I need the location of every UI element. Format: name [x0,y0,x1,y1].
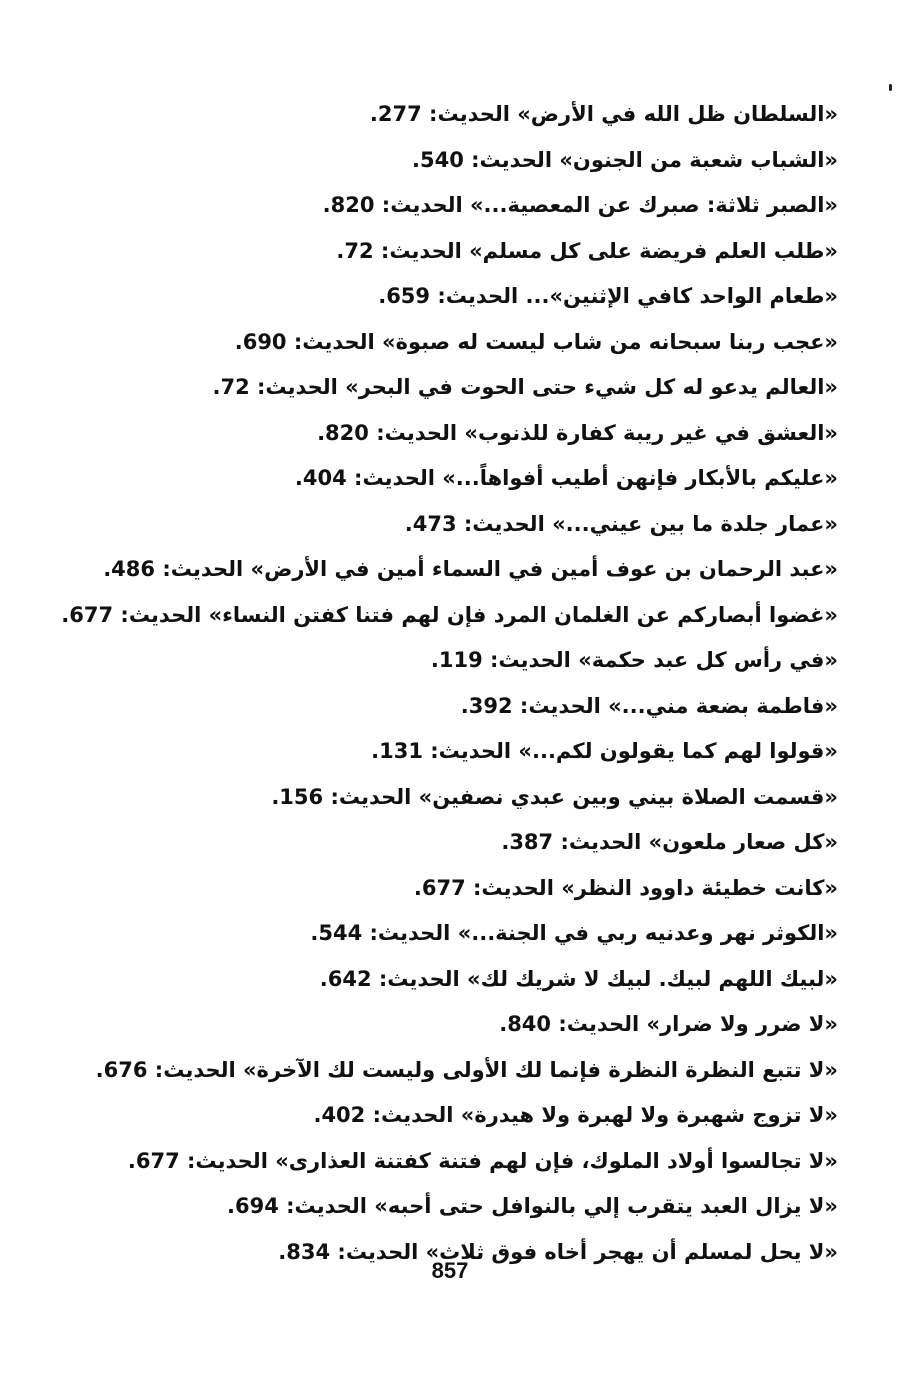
hadith-entry [138,229,838,275]
hadith-entry-text: «كانت خطيئة داوود النظر» الحديث: 677. [413,875,838,900]
hadith-entry-text: «عليكم بالأبكار فإنهن أطيب أفواهاً...» الحديث: 404. [294,466,838,490]
hadith-entry [138,502,838,548]
hadith-entry-text: «غضوا أبصاركم عن الغلمان المرد فإن لهم فتنا كفتن النساء» الحديث: 677. [61,602,838,627]
hadith-entry [138,729,838,775]
hadith-entry-text: «في رأس كل عبد حكمة» الحديث: 119. [430,648,838,672]
hadith-entry-text: «الصبر ثلاثة: صبرك عن المعصية...» الحديث: 820. [322,193,838,217]
hadith-entry-text: «لا ضرر ولا ضرار» الحديث: 840. [499,1012,838,1036]
hadith-entry-text: «عمار جلدة ما بين عيني...» الحديث: 473. [404,511,838,536]
hadith-entry [138,820,838,866]
hadith-entry-text: «عبد الرحمان بن عوف أمين في السماء أمين في الأرض» الحديث: 486. [103,557,838,581]
hadith-entry-text: «العالم يدعو له كل شيء حتى الحوت في البحر» الحديث: 72. [212,375,838,399]
hadith-entry-text: «الشباب شعبة من الجنون» الحديث: 540. [412,147,838,172]
hadith-entry-text: «طلب العلم فريضة على كل مسلم» الحديث: 72. [336,238,838,263]
hadith-entry-text: «لا يحل لمسلم أن يهجر أخاه فوق ثلاث» الحديث: 834. [278,1239,838,1264]
hadith-entry [95,1048,838,1094]
page-number: 857 [431,1258,469,1283]
hadith-entry-text: «الكوثر نهر وعدنيه ربي في الجنة...» الحديث: 544. [310,921,838,945]
hadith-entry-text: «لبيك اللهم لبيك. لبيك لا شريك لك» الحديث: 642. [319,966,838,991]
hadith-entry [138,957,838,1003]
hadith-entry [138,365,838,411]
hadith-index-list [61,92,838,1275]
hadith-entry [138,1002,838,1048]
hadith-entry-text: «فاطمة بضعة مني...» الحديث: 392. [460,693,838,718]
hadith-entry-text: «السلطان ظل الله في الأرض» الحديث: 277. [369,102,838,126]
hadith-entry-text: «طعام الواحد كافي الإثنين»... الحديث: 659. [378,284,838,308]
hadith-entry [138,1184,838,1230]
hadith-entry-text: «قسمت الصلاة بيني وبين عبدي نصفين» الحديث: 156. [271,784,838,809]
hadith-entry [138,684,838,730]
hadith-entry-text: «لا تجالسوا أولاد الملوك، فإن لهم فتنة كفتنة العذارى» الحديث: 677. [127,1148,838,1173]
hadith-entry-text: «لا تتبع النظرة النظرة فإنما لك الأولى وليست لك الآخرة» الحديث: 676. [95,1057,838,1082]
hadith-entry [138,1093,838,1139]
hadith-entry [138,911,838,957]
hadith-entry [138,92,838,138]
hadith-entry-text: «لا يزال العبد يتقرب إلي بالنوافل حتى أحبه» الحديث: 694. [226,1194,838,1218]
hadith-entry-text: «قولوا لهم كما يقولون لكم...» الحديث: 131. [371,739,838,763]
hadith-entry-text: «عجب ربنا سبحانه من شاب ليست له صبوة» الحديث: 690. [234,329,838,354]
hadith-entry [138,775,838,821]
hadith-entry-text: «لا تزوج شهبرة ولا لهبرة ولا هيدرة» الحديث: 402. [313,1103,838,1127]
hadith-entry [138,456,838,502]
hadith-entry [138,411,838,457]
hadith-entry-text: «كل صعار ملعون» الحديث: 387. [501,830,838,854]
hadith-entry [138,274,838,320]
hadith-entry [61,593,838,639]
hadith-entry [103,547,838,593]
hadith-entry [138,866,838,912]
hadith-entry-text: «العشق في غير ريبة كفارة للذنوب» الحديث: 820. [317,420,838,445]
hadith-entry [138,183,838,229]
hadith-entry [127,1139,838,1185]
hadith-entry [138,138,838,184]
hadith-entry [138,320,838,366]
scan-mark [889,84,892,91]
hadith-entry [138,638,838,684]
